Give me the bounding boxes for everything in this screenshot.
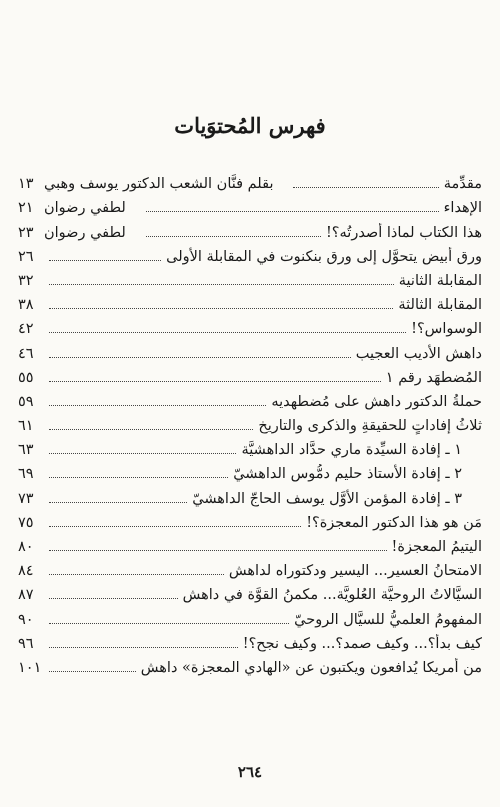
dot-leader	[49, 647, 238, 648]
toc-entry	[18, 581, 482, 605]
toc-entry-page: ٣٢	[18, 272, 34, 289]
toc-entry	[18, 509, 482, 533]
toc-entry-title: السيَّالاتُ الروحيَّة العُلويَّة... مكمنُ القوَّة في داهش	[182, 587, 482, 604]
dot-leader	[49, 477, 228, 478]
toc-entry-page: ٩٠	[18, 611, 34, 628]
table-of-contents	[18, 170, 482, 678]
toc-entry-title: ٢ ـ إفادة الأستاذ حليم دمُّوس الداهشيّ	[233, 466, 462, 483]
toc-entry-page: ٨٤	[18, 563, 34, 580]
dot-leader	[49, 623, 289, 624]
toc-entry-title: اليتيمُ المعجزة!	[391, 539, 482, 555]
toc-entry-author: بقلم فنَّان الشعب الدكتور يوسف وهبي	[44, 176, 274, 193]
toc-entry	[18, 364, 482, 388]
toc-entry-page: ٤٢	[18, 321, 34, 338]
toc-entry-title: المفهومُ العلميُّ للسيَّال الروحيّ	[294, 611, 482, 628]
toc-entry-title: الإهداء	[443, 200, 482, 217]
toc-entry-title: الامتحانُ العسير... اليسير ودكتوراه لداهش	[228, 563, 482, 580]
dot-leader	[49, 550, 387, 551]
toc-entry	[18, 654, 482, 678]
dot-leader	[49, 308, 393, 309]
toc-entry	[18, 630, 482, 654]
dot-leader	[49, 260, 161, 261]
toc-entry-title: ورق أبيض يتحوَّل إلى ورق بنكنوت في المقابلة الأولى	[166, 248, 482, 265]
dot-leader	[49, 453, 236, 454]
toc-entry-title: ١ ـ إفادة السيِّدة ماري حدَّاد الداهشيَّة	[241, 442, 462, 459]
toc-entry	[18, 484, 482, 508]
toc-entry	[18, 291, 482, 315]
toc-entry-title: مَن هو هذا الدكتور المعجزة؟!	[306, 514, 482, 531]
toc-entry-page: ٢٦	[18, 248, 34, 265]
toc-entry-title: من أمريكا يُدافعون ويكتبون عن «الهادي المعجزة» داهش	[140, 659, 482, 676]
dot-leader	[49, 284, 394, 285]
toc-entry-page: ٩٦	[18, 635, 34, 652]
toc-entry-title: كيف بدأ؟... وكيف صمد؟... وكيف نجح؟!	[242, 635, 482, 652]
dot-leader	[49, 671, 136, 672]
toc-entry-page: ٦٩	[18, 466, 34, 483]
toc-entry	[18, 533, 482, 557]
toc-entry-title: المقابلة الثالثة	[398, 297, 482, 314]
toc-entry-title: هذا الكتاب لماذا أصدرتُه؟!	[325, 224, 482, 241]
toc-entry-title: المقابلة الثانية	[398, 272, 482, 289]
toc-entry	[18, 460, 482, 484]
toc-entry-title: حملةُ الدكتور داهش على مُضطهديه	[271, 393, 482, 410]
toc-entry-page: ٨٠	[18, 539, 34, 555]
toc-entry	[18, 194, 482, 218]
dot-leader	[49, 429, 253, 430]
toc-entry	[18, 388, 482, 412]
toc-entry	[18, 412, 482, 436]
toc-entry-author: لطفي رضوان	[44, 200, 126, 217]
toc-entry	[18, 557, 482, 581]
toc-entry-page: ٤٦	[18, 345, 34, 362]
toc-entry	[18, 605, 482, 629]
toc-entry	[18, 339, 482, 363]
toc-entry-page: ٧٥	[18, 514, 34, 531]
dot-leader	[49, 405, 266, 406]
dot-leader	[49, 526, 301, 527]
toc-entry-title: الوسواس؟!	[411, 321, 482, 338]
toc-entry-page: ٢٣	[18, 224, 34, 241]
toc-entry-title: ثلاثُ إفاداتٍ للحقيقةِ والذكرى والتاريخ	[258, 418, 482, 435]
toc-entry-page: ٣٨	[18, 297, 34, 314]
toc-entry	[18, 436, 482, 460]
toc-entry-title: داهش الأديب العجيب	[355, 345, 482, 362]
dot-leader	[49, 332, 406, 333]
dot-leader	[146, 211, 439, 212]
toc-entry-page: ٥٩	[18, 393, 34, 410]
toc-entry-page: ٧٣	[18, 490, 34, 507]
dot-leader	[293, 187, 438, 188]
toc-entry-title: مقدِّمة	[443, 176, 482, 193]
toc-entry	[18, 267, 482, 291]
toc-entry-page: ١٣	[18, 176, 34, 193]
dot-leader	[49, 598, 178, 599]
dot-leader	[49, 357, 351, 358]
dot-leader	[49, 381, 381, 382]
toc-entry-page: ٥٥	[18, 369, 34, 386]
toc-entry-page: ٦١	[18, 418, 34, 435]
toc-entry	[18, 243, 482, 267]
toc-entry-author: لطفي رضوان	[44, 224, 126, 241]
dot-leader	[49, 502, 187, 503]
toc-entry-title: المُضطهَد رقم ١	[385, 369, 482, 386]
toc-entry-title: ٣ ـ إفادة المؤمن الأوَّل يوسف الحاجّ الداهشيّ	[192, 490, 462, 507]
toc-entry	[18, 170, 482, 194]
dot-leader	[146, 236, 321, 237]
toc-entry	[18, 315, 482, 339]
page-number: ٢٦٤	[237, 763, 263, 781]
toc-entry-page: ١٠١	[18, 659, 42, 676]
toc-entry-page: ٢١	[18, 200, 34, 217]
page-title: فهرس المُحتوَيات	[174, 113, 326, 138]
toc-entry-page: ٨٧	[18, 587, 34, 604]
dot-leader	[49, 574, 224, 575]
toc-entry	[18, 218, 482, 242]
toc-entry-page: ٦٣	[18, 442, 34, 459]
